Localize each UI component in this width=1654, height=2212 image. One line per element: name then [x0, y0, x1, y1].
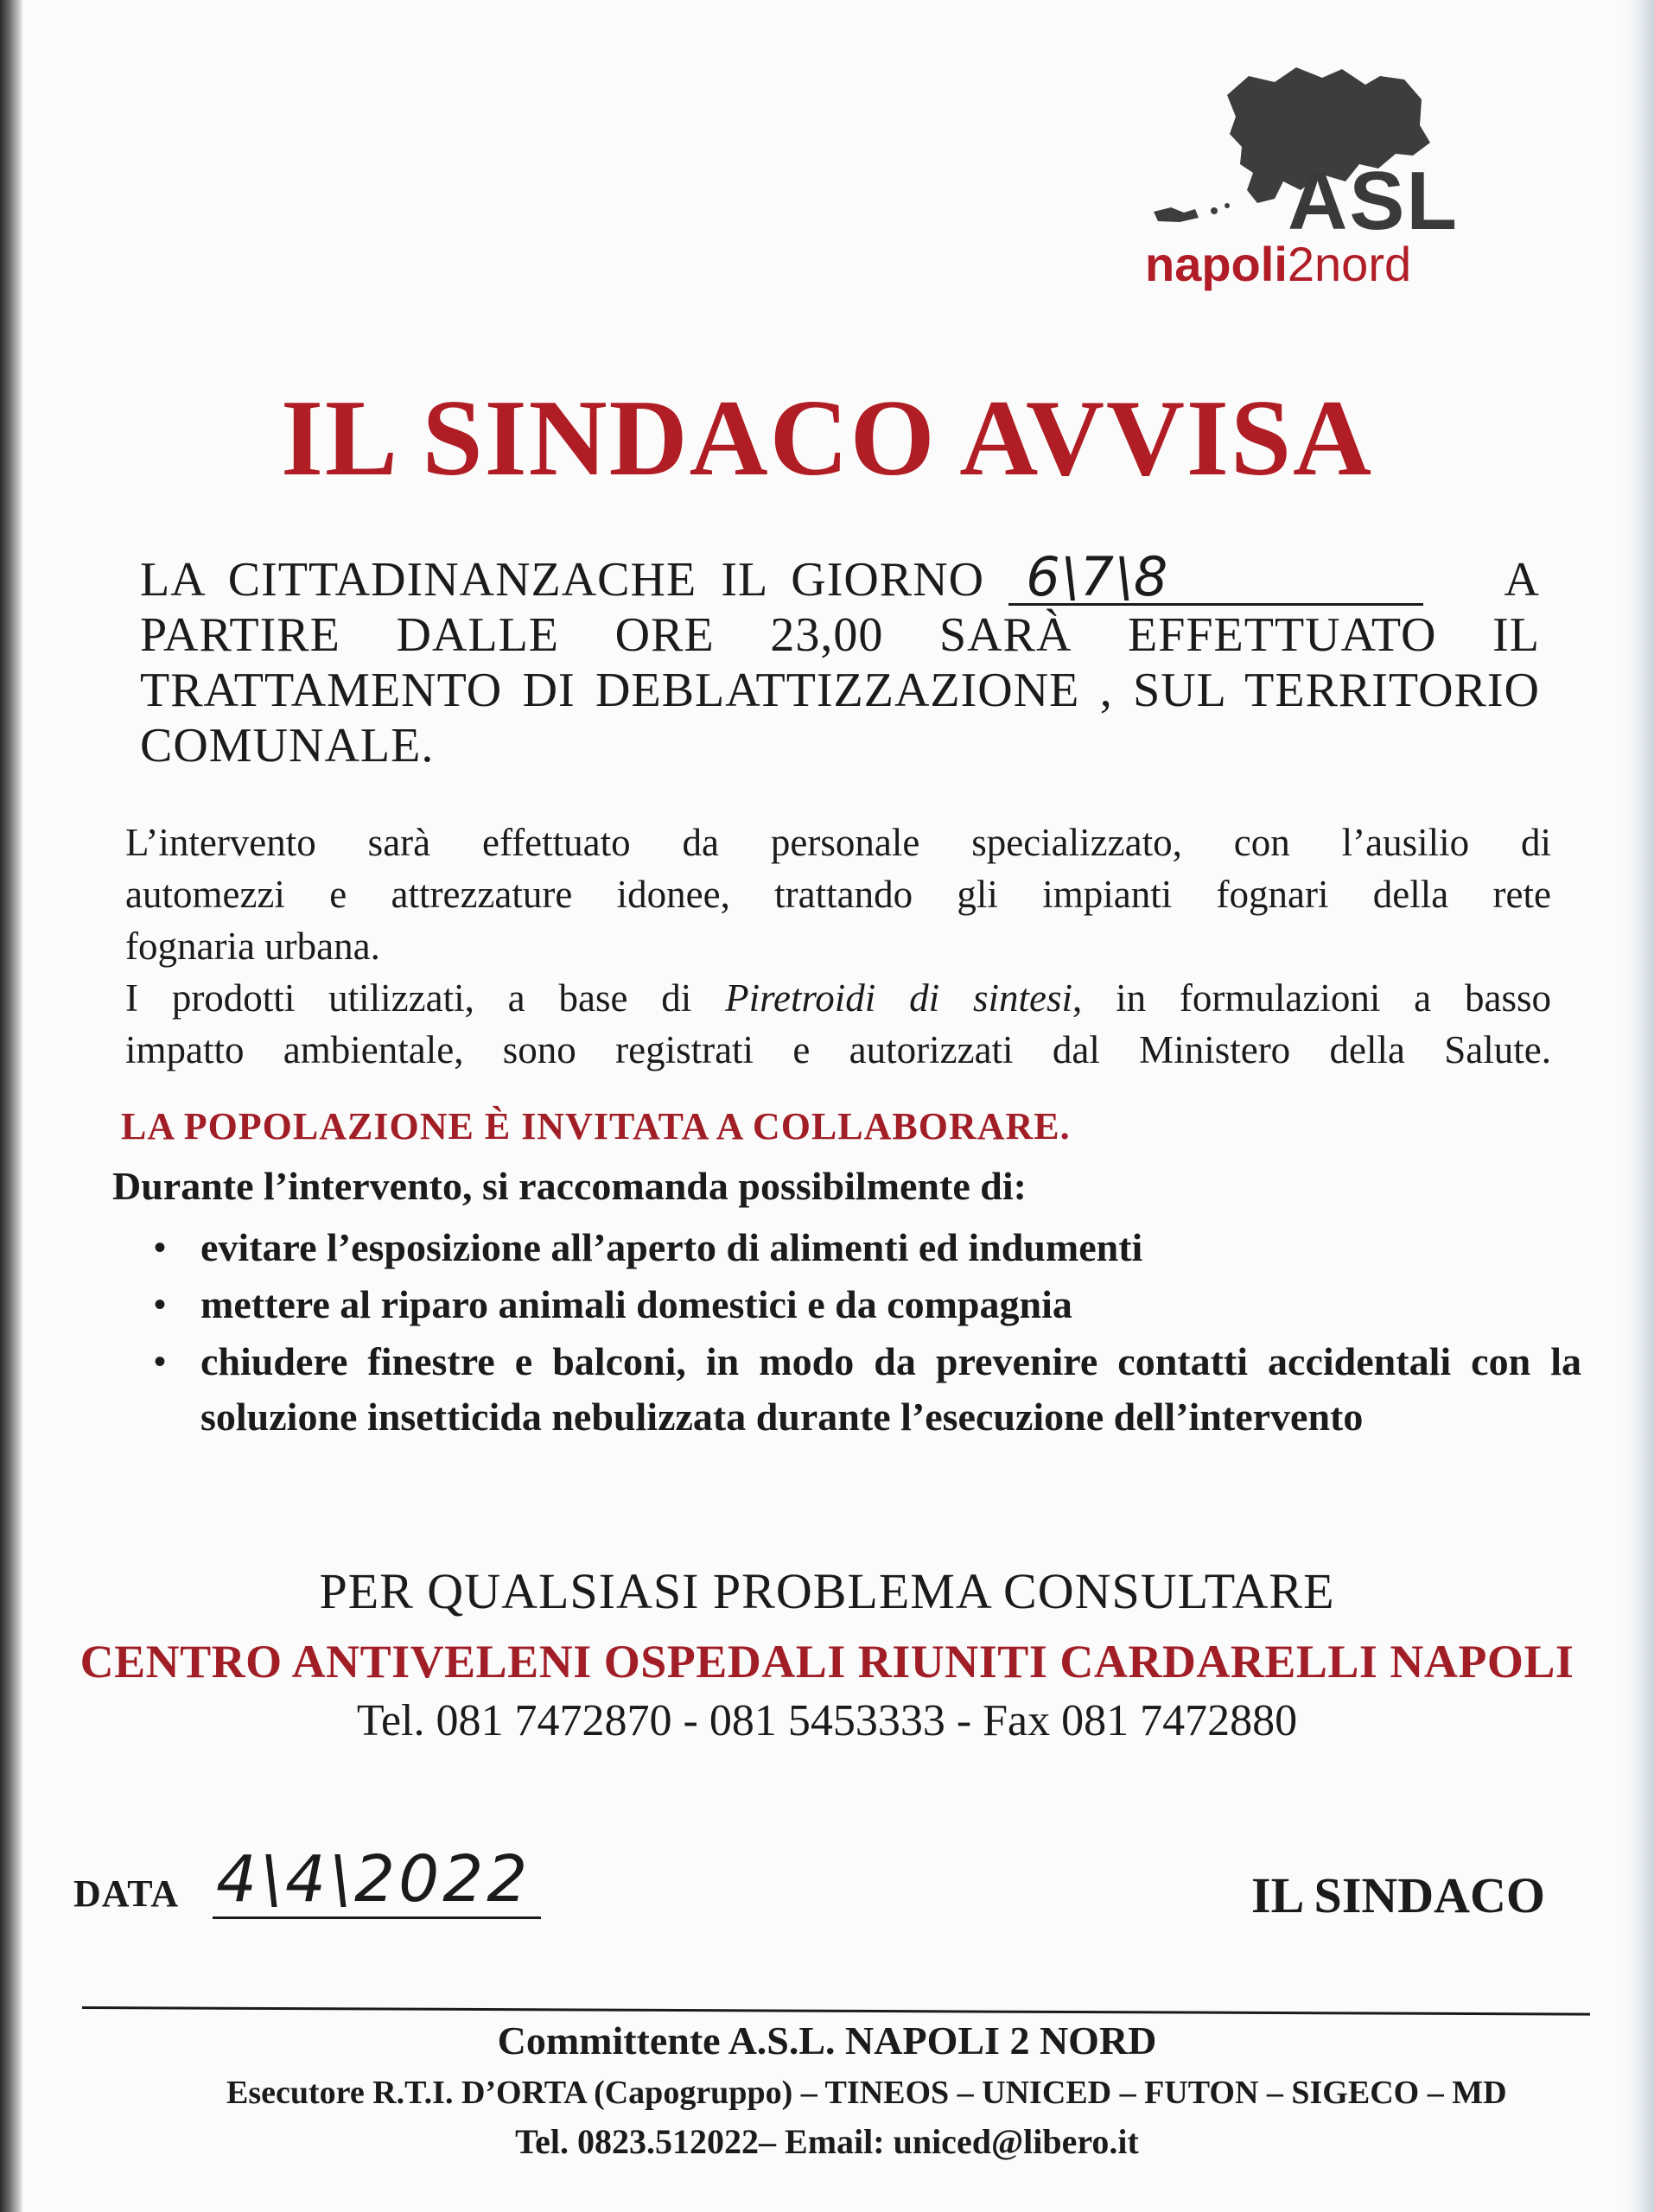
intro-part1: LA CITTADINANZACHE IL GIORNO [140, 553, 985, 607]
paper-edge-right [1623, 0, 1654, 2212]
asl-logo [1145, 52, 1473, 302]
description-line: impatto ambientale, sono registrati e autorizzati dal Ministero della Salute. [125, 1028, 1551, 1071]
products-italic: Piretroidi di sintesi [725, 976, 1072, 1020]
list-item-text: mettere al riparo animali domestici e da compagnia [200, 1282, 1072, 1326]
paper-edge-left [0, 0, 22, 2212]
recommendations-intro: Durante l’intervento, si raccomanda possibilmente di: [112, 1164, 1027, 1208]
logo-subtitle [1145, 237, 1412, 291]
list-item [147, 1334, 1581, 1445]
footer-divider [82, 2006, 1590, 2016]
consult-heading: PER QUALSIASI PROBLEMA CONSULTARE [319, 1563, 1335, 1619]
list-item [147, 1220, 1581, 1275]
handwritten-issue-date: 4\4\2022 [216, 1842, 531, 1916]
recommendations-list [147, 1220, 1581, 1446]
description-line: L’intervento sarà effettuato da personale specializzato, con l’ausilio di [125, 821, 1551, 864]
date-underline [213, 1916, 541, 1919]
footer-esecutore: Esecutore R.T.I. D’ORTA (Capogruppo) – TINEOS – UNICED – FUTON – SIGECO – MD [226, 2075, 1507, 2111]
description-line-products [125, 972, 1551, 1024]
poison-center-phones: Tel. 081 7472870 - 081 5453333 - Fax 081 7472880 [356, 1696, 1298, 1745]
logo-sub-rest: 2nord [1287, 237, 1412, 291]
list-item-text: chiudere finestre e balconi, in modo da prevenire contatti accidentali con la soluzione insetticida nebulizzata durante l’esecuzione dell’intervento [200, 1339, 1581, 1439]
bullet-icon: • [154, 1285, 167, 1324]
logo-asl-text: ASL [1288, 155, 1459, 247]
description-line: automezzi e attrezzature idonee, trattando gli impianti fognari della rete [125, 873, 1551, 916]
bullet-icon: • [154, 1228, 167, 1267]
handwritten-treatment-date: 6\7\8 [1008, 551, 1423, 606]
collaboration-heading: LA POPOLAZIONE È INVITATA A COLLABORARE. [121, 1105, 1071, 1147]
intro-paragraph [140, 545, 1540, 773]
notice-title: IL SINDACO AVVISA [280, 378, 1374, 499]
footer-contact: Tel. 0823.512022– Email: uniced@libero.it [515, 2122, 1139, 2161]
intro-part2: A PARTIRE DALLE ORE 23,00 SARÀ EFFETTUATO IL TRATTAMENTO DI DEBLATTIZZAZIONE , SUL TERRITORIO COMUNALE. [140, 553, 1540, 772]
date-label: DATA [73, 1872, 180, 1915]
description-paragraph [125, 817, 1551, 1076]
products-text-a: I prodotti utilizzati, a base di [125, 976, 726, 1020]
signature-label: IL SINDACO [1251, 1867, 1546, 1923]
description-line: fognaria urbana. [125, 925, 380, 968]
list-item-text: evitare l’esposizione all’aperto di alimenti ed indumenti [200, 1225, 1143, 1269]
logo-sub-bold: napoli [1145, 237, 1288, 291]
bullet-icon: • [154, 1342, 167, 1381]
poison-center-name: CENTRO ANTIVELENI OSPEDALI RIUNITI CARDARELLI NAPOLI [80, 1636, 1574, 1688]
footer-committente: Committente A.S.L. NAPOLI 2 NORD [497, 2018, 1157, 2063]
products-text-b: , in formulazioni a basso [1072, 976, 1551, 1020]
list-item [147, 1277, 1581, 1332]
